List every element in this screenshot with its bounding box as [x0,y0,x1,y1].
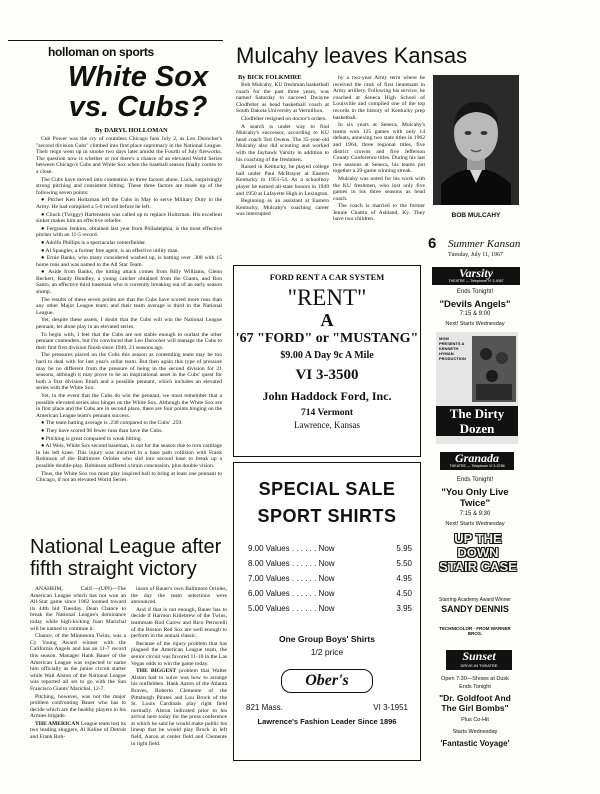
paragraph: Yet, in the event that the Cubs do win the pennant, we must remember that a possible elevated series also hinges on the White Sox. Although the White Sox are in first place and the Cubs are in second place, there are four points hinging on the American League team's pennant success. [36,392,222,419]
price-row: 5.00 Values . . . . . . Now 3.95 [248,604,412,613]
photo-caption: BOB MULCAHY [451,212,501,219]
half-price: 1/2 price [310,647,344,657]
article-title [48,62,228,122]
paragraph: inson of Bauer's own Baltimore Orioles, the day the team selections were announced. [131,586,227,606]
bullet-item: ● They have scored 96 fewer runs than have the Cubs. [41,427,163,434]
store-phone: VI 3-1951 [373,703,408,712]
paragraph: THE AMERICAN League team lost its two leading sluggers, Al Kaline of Detroit and Frank Rob- [30,720,126,741]
sunset-starts: Starts Wednesday [452,729,498,735]
title-line-1: White Sox [67,61,209,93]
paragraph: Raised in Kentucky, he played college ball under Paul McBrayer at Eastern Kentucky in 1951-54. As a schoolboy player he earned all-state honors in 1949 and 1950 at Lafayette High in Lexington. [236,164,329,197]
nl-headline: National League after fifth straight victory [30,536,222,580]
sport-shirts-ad [233,462,421,761]
ad-top-line: FORD RENT A CAR SYSTEM [269,272,385,282]
up-tech: TECHNICOLOR · FROM WARNER BROS. [439,626,511,636]
paragraph: ANAHEIM, Calif.—(UPI)—The American League which has not won an All-Star game since 1962 loomed toward its 44th bid Tuesday. Dean Chance to break the National League's dominance today while high-kicking Juan Marichal will be named to continue it. [30,586,126,632]
bullet-item: ● Ernie Banks, who many considered washed up, is batting over .300 with 15 home runs and was named to the All Star Team. [36,255,222,268]
nl-column-2 [131,586,227,748]
boys-group: One Group Boys' Shirts [278,634,375,644]
granada-title: "You Only Live Twice" [441,487,509,509]
nl-column-1 [30,586,126,742]
sale-line-1: SPECIAL SALE [258,479,396,499]
ad-rent: "RENT" [287,285,367,310]
ad-rates: $9.00 A Day 9c A Mile [280,350,374,361]
varsity-logo: Varsity [458,266,493,280]
varsity-times: 7:15 & 9:00 [459,311,491,317]
granada-ends: Ends Tonight! [456,477,494,483]
ford-rent-a-car-ad [233,265,421,457]
article-body [36,136,222,485]
up-credit: Starring Academy Award Winner [439,597,511,603]
issue-date: Tuesday, July 11, 1967 [448,252,504,258]
paragraph: Beginning as an assistant at Eastern Kentucky, Mulcahy's coaching career was interrupted [236,198,329,218]
sunset-title: "Dr. Goldfoot And The Girl Bombs" [439,693,511,713]
store-tagline: Lawrence's Fashion Leader Since 1896 [257,717,397,726]
mulcahy-column-2 [333,75,425,224]
paragraph: The coach is married to the former Jennie Chattin of Ashland, Ky. They have two children. [333,203,425,223]
varsity-title: "Devils Angels" [439,299,511,310]
paragraph: Cub Power was the cry of countless Chicago fans July 2, as Leo Durocher's "second division Cubs" climbed into first place supremacy in the National League. Their reign went up in smoke two days later amidst the Fourth of July fireworks. The question now is whether or not there's a chance of an elevated World Series between Chicago's Cubs and White Sox when the baseball season finally comes to a close. [36,136,222,175]
obers-logo: Ober's [281,669,373,693]
varsity-next: Next! Starts Wednesday [445,321,505,327]
column-kicker [48,45,154,59]
sunset-next: 'Fantastic Voyage' [440,739,510,748]
sunset-plus: Plus Co-Hit [461,717,489,723]
mulcahy-byline: By BICK FOLKMIRE [238,74,302,81]
paper-name: Summer Kansan [448,238,521,250]
paragraph: by a two-year Army term where he received the rank of first lieutenant in Army artillery. Following his service, he coached at Seneca High School of Louisville and compiled one of the top records in the history of Kentucky prep basketball. [333,75,425,121]
price-row: 6.00 Values . . . . . . Now 4.50 [248,589,412,598]
store-contact [246,703,408,712]
bullet-item: ● Al Spangler, a former free agent, is an effective utility man. [41,247,179,254]
bullet-item: ● Pitching is great compared to weak hitting. [41,435,142,442]
kicker-text: holloman on sports [48,45,154,59]
varsity-phone: THEATRE — Telephone VI 3-4067 [448,279,504,283]
paragraph: And if that is not enough, Bauer has to decide if Harmon Killebrew of the Twins, teammate Rod Carew and Rico Petrocelli of the Boston Red Sox are well enough to perform in the annual classic. [131,606,227,640]
bullet-item: ● The team batting average is .238 compared to the Cubs' .259. [41,420,183,427]
sunset-tag: DRIVE-IN THEATRE [460,663,498,668]
store-address: 821 Mass. [246,703,283,712]
paragraph: To begin with, I feel that the Cubs are not stable enough to outlast the other pennant contenders, but I'm convinced that Leo Durocher will manage the Cubs to their first first division finish since 1946, 21 seasons ago. [36,331,222,351]
sunset-open: Open 7:30—Shows at Dusk [441,676,509,682]
sunset-ends: Ends Tonight [459,684,491,690]
dirty-dozen-credit: MGM PRESENTS A KENNETH HYMAN PRODUCTION [439,336,466,361]
paragraph: In six years at Seneca, Mulcahy's teams won 125 games with only 14 defeats, annexing two state titles in 1962 and 1964, three regional titles, five district crowns and five Jefferson County Conference titles. During his last two seasons at Seneca, his teams put together a 29-game winning streak. [333,122,425,175]
paragraph: Bob Mulcahy, KU freshman basketball coach for the past three years, was named Saturday to succeed Dwayne Clodfelter as head basketball coach at South Dakota University at Vermillion. [236,82,329,115]
byline: By DARYL HOLLOMAN [95,127,168,134]
granada-next: Next! Starts Wednesday [445,521,505,527]
bullet-item: ● Aside from Banks, the hitting attack comes from Billy Williams, Glenn Beckert, Randy Hundley, a young catcher obtained from the Giants, and Ron Santo, an effective third baseman who is currently breaking out of an early season slump. [36,269,222,296]
granada-banner [440,452,514,470]
bullet-item: ● Adolfo Phillips is a spectacular centerfielder. [41,239,147,246]
paragraph: A search is under way to find Mulcahy's successor, according to KU head coach Ted Owens. The 35-year-old Mulcahy also did scouting and worked with the Jayhawk Varsity in addition to his coaching of the freshmen. [236,123,329,163]
page-number: 6 [428,235,437,252]
mulcahy-headline: Mulcahy leaves Kansas [236,43,468,68]
price-list [248,541,412,616]
paragraph: Yet, despite these assets, I doubt that the Cubs will win the National League pennant, let alone play in an elevated series. [36,317,222,331]
title-line-2: vs. Cubs? [68,91,208,123]
up-staircase-poster: UP THE DOWN STAIR CASE [439,531,517,574]
sale-line-2: SPORT SHIRTS [257,506,397,526]
dirty-dozen-title: The Dirty Dozen [436,406,518,436]
varsity-ends: Ends Tonight! [456,289,494,295]
paragraph: Because of the injury problem that has plagued the American League team, the senior circuit was favored 11-10 in the Las Vegas odds to win the game today. [131,640,227,667]
mulcahy-column-1 [236,82,329,219]
ad-city: Lawrence, Kansas [294,420,360,430]
dirty-dozen-poster [436,332,518,444]
bullet-item: ● Al Weis, White Sox second baseman, is out for the season due to torn cartilage in his left knee. This injury was incurred in a base path collision with Frank Robinson of the Baltimore Orioles who slid into second base to break up a possible double-play. Robinson suffered a brain concussion, plus double vision. [36,443,222,469]
paragraph: Chance, of the Minnesota Twins, was a Cy Young Award winner with the California Angels and has an 11-7 record this season. Manager Hank Bauer of the American League was expected to name him officially as the junior circuit starter while Walt Alston of the National League was reported all set to go with the San Francisco Giants' Marichal, 12-7. [30,633,126,692]
mulcahy-photo [433,75,519,205]
bullet-item: ● Pitcher Ken Holtzman left the Cubs in May to serve Military Duty in the Army. He had compiled a 5-0 record before he left. [36,197,223,210]
up-star: SANDY DENNIS [441,604,509,614]
sunset-logo: Sunset [462,649,496,663]
paragraph: The results of these seven points are that the Cubs have scored more runs than any other Major League team; and their team average is third in the National League. [36,296,222,316]
granada-times: 7:15 & 9:30 [459,511,491,517]
ad-street: 714 Vermont [301,408,353,418]
paragraph: The Cubs have moved into contention in three factors alone. Luck, surprisingly strong pitching and consistent hitting. These three factors are made up of the following seven points: [36,176,222,196]
ad-dealer: John Haddock Ford, Inc. [262,389,392,403]
ad-a: A [320,310,334,330]
ad-phone: VI 3-3500 [295,367,359,383]
paragraph: Clodfelter resigned on doctor's orders. [241,115,327,122]
price-row: 7.00 Values . . . . . . Now 4.95 [248,574,412,583]
paragraph: THE BIGGEST problem that Walter Alston had to solve was how to arrange his outfielders. Hank Aaron of the Atlanta Braves, Roberto Clemente of the Pittsburgh Pirates and Lou Brock of the St. Louis Cardinals play right field normally. Alston indicated prior to his arrival here today for the press conference at which he said he would make public his lineup that he would play Brock in left field, Aaron at center field and Clemente in right field. [131,668,227,747]
granada-phone: THEATRE — Telephone VI 3-5788 [449,464,505,468]
price-row: 9.00 Values . . . . . . Now 5.95 [248,544,412,553]
ad-cars: '67 "FORD" or "MUSTANG" [235,331,419,346]
bullet-item: ● Chuck (Twiggy) Hartenstein was called up to replace Holtzman. His excellent sinker makes him an effective reliefer. [36,211,223,225]
paragraph: The pressures placed on the Cubs this season as contending team may be too hard to deal with for last year's cellar team. But then again this type of pressure may be no different from the pressure of being in the second division for 21 seasons, although it may prove to be an inspirational asset in the Cubs' quest for both a first division finish and a possible pennant, which includes an elevated series with the White Sox. [36,352,222,392]
granada-logo: Granada [454,451,499,465]
paragraph: Thus, the White Sox too must play inspired ball to bring at least one pennant to Chicago, if not an elevated World Series. [36,470,222,484]
paragraph: Mulcahy was noted for his work with the KU freshmen, who lost only five games in his three seasons as head coach. [333,175,425,202]
paragraph: Pitching, however, was not the major problem confronting Bauer who has to decide which are the healthy players in his Armies brigade. [30,693,126,720]
bullet-item: ● Ferguson Jenkins, obtained last year from Philadelphia, is the most effective pitcher with an 11-5 record. [36,225,222,239]
sunset-banner [446,650,512,670]
price-row: 8.00 Values . . . . . . Now 5.50 [248,559,412,568]
varsity-banner [432,267,520,285]
